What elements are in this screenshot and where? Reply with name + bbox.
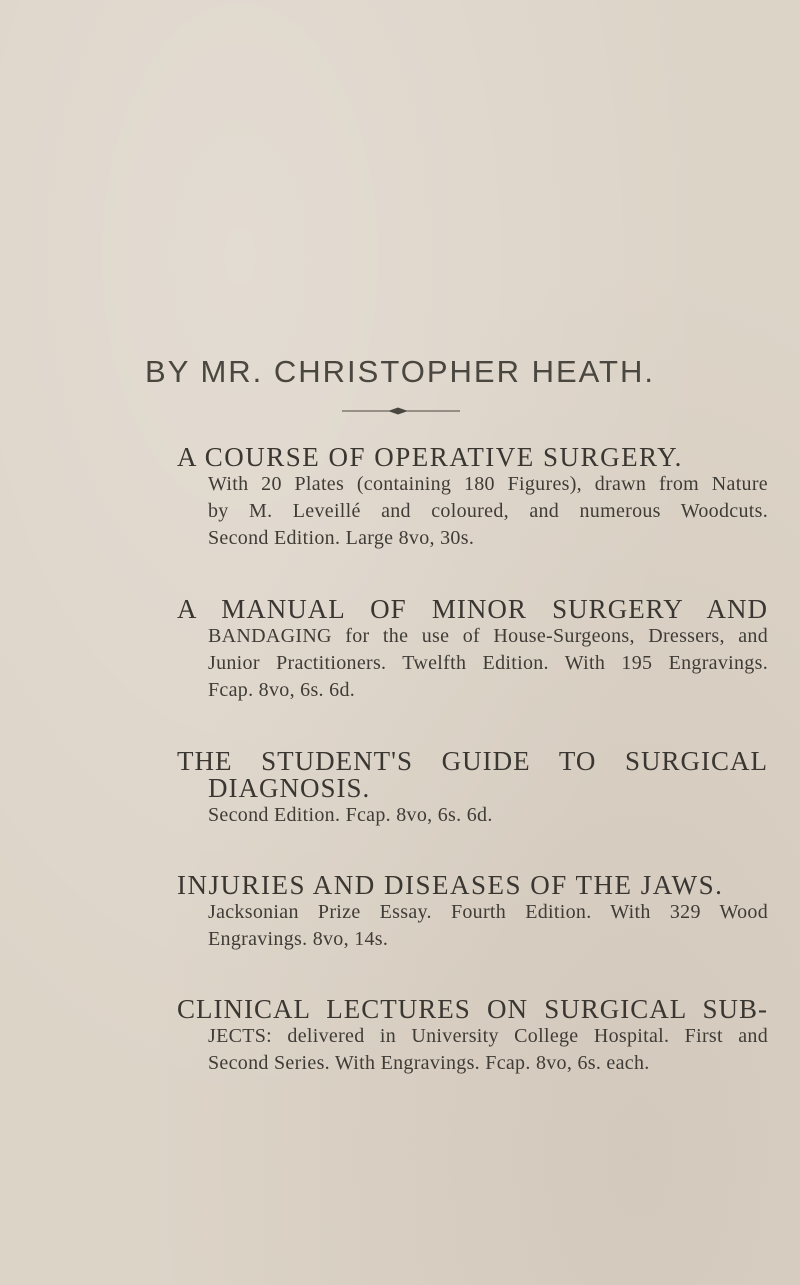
book-description-line: Junior Practitioners. Twelfth Edition. With 195 Engravings. xyxy=(208,652,768,674)
book-title-line: DIAGNOSIS. xyxy=(208,773,371,803)
book-description xyxy=(208,1023,768,1077)
book-title-line: INJURIES AND DISEASES OF THE JAWS. xyxy=(177,870,724,900)
book-title xyxy=(177,596,768,623)
book-description-line: Fcap. 8vo, 6s. 6d. xyxy=(208,679,356,701)
book-title-line: CLINICAL LECTURES ON SURGICAL SUB- xyxy=(177,994,768,1024)
book-description xyxy=(208,471,768,552)
book-entry-minor-surgery xyxy=(177,594,768,704)
book-description-line: With 20 Plates (containing 180 Figures), drawn from Nature xyxy=(208,473,768,495)
book-title xyxy=(177,748,768,775)
book-entry-operative-surgery xyxy=(177,442,768,552)
book-description-line: Second Edition. Large 8vo, 30s. xyxy=(208,527,475,549)
book-description-line: by M. Leveillé and coloured, and numerous Woodcuts. xyxy=(208,500,768,522)
book-title xyxy=(177,444,768,471)
book-title xyxy=(177,996,768,1023)
book-description xyxy=(208,899,768,953)
book-entry-diseases-of-jaws xyxy=(177,870,768,953)
book-title-line: A MANUAL OF MINOR SURGERY AND xyxy=(177,594,768,624)
book-description-line: Second Series. With Engravings. Fcap. 8vo, 6s. each. xyxy=(208,1052,650,1074)
book-title xyxy=(177,872,768,899)
page-heading: BY MR. CHRISTOPHER HEATH. xyxy=(145,354,655,389)
book-title-continued xyxy=(208,775,768,802)
book-description xyxy=(208,623,768,704)
book-title-line: THE STUDENT'S GUIDE TO SURGICAL xyxy=(177,746,768,776)
book-description-line: BANDAGING for the use of House-Surgeons, Dressers, and xyxy=(208,625,768,647)
book-description-line: Engravings. 8vo, 14s. xyxy=(208,928,389,950)
ornament-rule-icon xyxy=(340,405,462,417)
book-description-line: JECTS: delivered in University College Hospital. First and xyxy=(208,1025,768,1047)
book-entry-clinical-lectures xyxy=(177,994,768,1077)
book-entry-surgical-diagnosis xyxy=(177,746,768,829)
book-description-line: Second Edition. Fcap. 8vo, 6s. 6d. xyxy=(208,804,493,826)
book-description xyxy=(208,802,768,829)
book-title-line: A COURSE OF OPERATIVE SURGERY. xyxy=(177,442,683,472)
book-description-line: Jacksonian Prize Essay. Fourth Edition. With 329 Wood xyxy=(208,901,768,923)
